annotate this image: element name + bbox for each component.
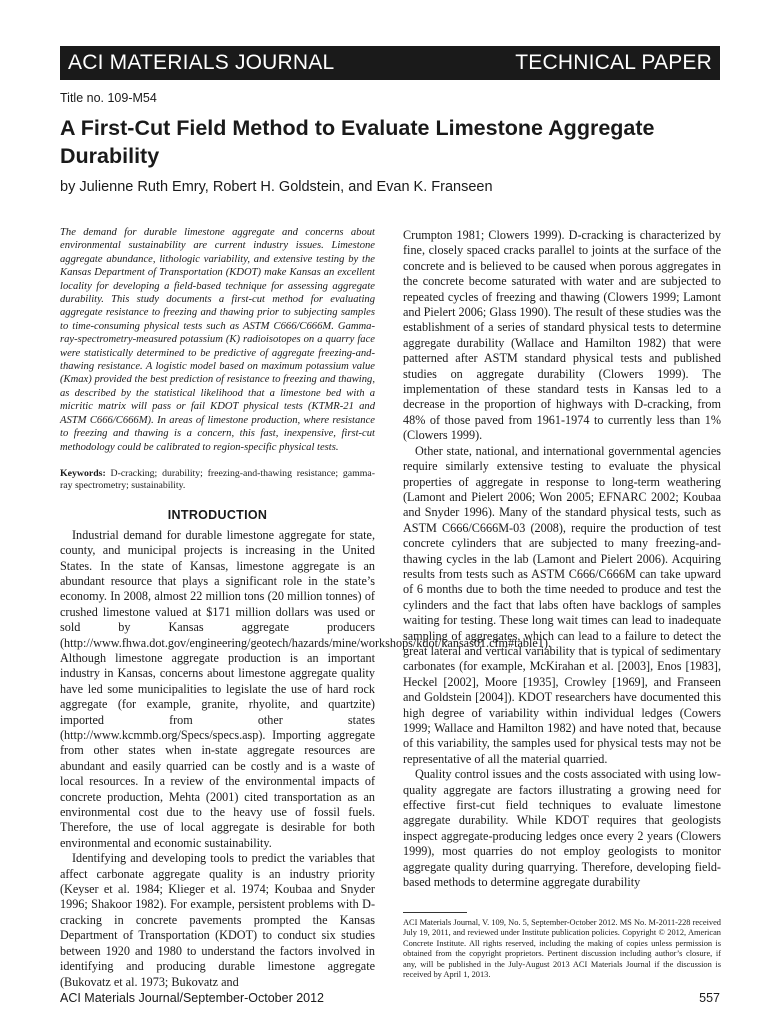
right-column: [403, 228, 721, 890]
keywords: [60, 468, 375, 492]
body-paragraph: Identifying and developing tools to predict the variables that affect carbonate aggregate quality is an industry priority (Keyser et al. 1984; Klieger et al. 1974; Koubaa and Snyder 1996; Shakoor 1982). For example, persistent problems with D-cracking in concrete pavements prompted the Kansas Department of Transportation (KDOT) to conduct six studies between 1920 and 1980 to understand the factors involved in identifying and producing durable limestone aggregate (Bukovatz et al. 1973; Bukovatz and: [60, 851, 375, 989]
body-paragraph: Industrial demand for durable limestone aggregate for state, county, and municipal projects is increasing in the United States. In the state of Kansas, limestone aggregate is an abundant resource that plays a significant role in the state’s economy. In 2008, almost 22 million tons (20 million tonnes) of crushed limestone valued at $171 million dollars was used or sold by Kansas aggregate producers (http://www.fhwa.dot.gov/engineering/geotech/hazards/mine/workshops/kdot/kansas01.cfm#table1). Although limestone aggregate production is an important industry in Kansas, concerns about limestone aggregate quality have led some municipalities to legislate the use of hard rock aggregate (for example, granite, rhyolite, and quartzite) imported from other states (http://www.kcmmb.org/Specs/specs.asp). Importing aggregate from other states when in-state aggregate resources are abundant and easily quarried can be costly and is a waste of local resources. In a review of the environmental impacts of concrete production, Mehta (2001) cited transportation as an environmental cost due to the heavy use of fossil fuels. Therefore, the use of local aggregate is desirable for both environmental and economic sustainability.: [60, 527, 551, 850]
keywords-label: Keywords:: [60, 467, 106, 479]
body-paragraph: Crumpton 1981; Clowers 1999). D-cracking is characterized by fine, closely spaced cracks parallel to joints at the surface of the concrete and is believed to be caused when porous aggregates in the concrete become saturated with water and are subjected to repeated cycles of freezing and thawing (Clowers 1999; Lamont and Pielert 2006; Glass 1990). The result of these studies was the establishment of a series of standard physical tests to determine aggregate durability (Wallace and Hamilton 1982) that were patterned after ASTM standard physical tests and published studies on aggregate durability (Clowers 1999). The implementation of these standard tests in Kansas led to a decrease in the proportion of highways with D-cracking, from 48% of those paved from 1961-1974 to currently less than 1% (Clowers 1999).: [403, 228, 721, 443]
journal-banner: [60, 46, 720, 80]
paper-title: A First-Cut Field Method to Evaluate Limestone Aggregate Durability: [60, 116, 655, 168]
author-list: by Julienne Ruth Emry, Robert H. Goldstein, and Evan K. Franseen: [60, 179, 493, 195]
body-paragraph: Other state, national, and international governmental agencies require similarly extensive testing to evaluate the physical properties of aggregate in response to long-term weathering (Lamont and Pielert 2006; Won 2005; EFNARC 2002; Koubaa and Snyder 1996). Many of the standard physical tests, such as ASTM C666/C666M-03 (2008), require the production of test concrete cylinders that are subjected to many freezing-and-thawing cycles in the lab (Lamont and Pielert 2006). Acquiring results from tests such as ASTM C666/C666M can take upward of 6 months due to both the time needed to produce and test the cylinders and the fact that labs often have backlogs of samples waiting for testing. These long wait times can lead to inadequate sampling of aggregates, which can lead to a failure to detect the great lateral and vertical variability that is typical of sedimentary carbonates (for example, McKirahan et al. [2003], Enos [1983], Heckel [2002], Moore [1935], Crowley [1969], and Franseen and Goldstein [2004]). KDOT researchers have documented this high degree of variability within individual ledges (Cowers 1999; Wallace and Hamilton 1982) and have noted that, because of this variability, the samples used for physical tests may not be representative of all the material quarried.: [403, 443, 721, 766]
footer-journal-issue: ACI Materials Journal/September-October 2012: [60, 991, 325, 1005]
publication-footnote: ACI Materials Journal, V. 109, No. 5, September-October 2012. MS No. M-2011-228 received July 19, 2011, and reviewed under Institute publication policies. Copyright © 2012, American Concrete Institute. All rights reserved, including the making of copies unless permission is obtained from the copyright proprietors. Pertinent discussion including author’s closure, if any, will be published in the July-August 2013 ACI Materials Journal if the discussion is received by April 1, 2013.: [403, 918, 721, 980]
left-column: [60, 226, 551, 990]
keywords-text: D-cracking; durability; freezing-and-thawing resistance; gamma-ray spectrometry; sustainability.: [60, 467, 375, 492]
journal-name: ACI MATERIALS JOURNAL: [68, 51, 335, 74]
page-number: 557: [699, 991, 720, 1005]
introduction-heading: INTRODUCTION: [167, 508, 268, 523]
abstract: The demand for durable limestone aggregate and concerns about environmental sustainability are current industry issues. Limestone aggregate abundance, lithologic variability, and extensive testing by the Kansas Department of Transportation (KDOT) make Kansas an excellent locality for developing a field-based technique for assessing aggregate durability. This study documents a first-cut method for evaluating aggregate resistance to freezing and thawing prior to subjecting samples to time-consuming physical tests such as ASTM C666/C666M. Gamma-ray-spectrometry-measured potassium (K) radioisotopes on a quarry face were statistically determined to be predictive of aggregate freezing-and-thawing resistance. A logistic model based on maximum potassium value (Kmax) provided the best prediction of resistance to freezing and thawing, as described by the statistical likelihood that a limestone bed with a micritic matrix will pass or fail KDOT physical tests (KTMR-21 and ASTM C666/C666M). In areas of limestone production, where resistance to freezing and thawing is a concern, this fast, inexpensive, first-cut methodology could be calibrated to region-specific physical tests.: [60, 227, 375, 453]
title-number: Title no. 109-M54: [60, 91, 157, 105]
footnote-divider: [403, 912, 467, 913]
paper-type: TECHNICAL PAPER: [515, 51, 712, 74]
body-paragraph: Quality control issues and the costs associated with using low-quality aggregate are factors illustrating a growing need for effective first-cut field techniques to evaluate limestone aggregate durability. While KDOT requires that geologists inspect aggregate-producing ledges once every 2 years (Clowers 1999), most quarries do not employ geologists to monitor aggregate quality during quarrying. Therefore, developing field-based methods to determine aggregate durability: [403, 767, 721, 890]
